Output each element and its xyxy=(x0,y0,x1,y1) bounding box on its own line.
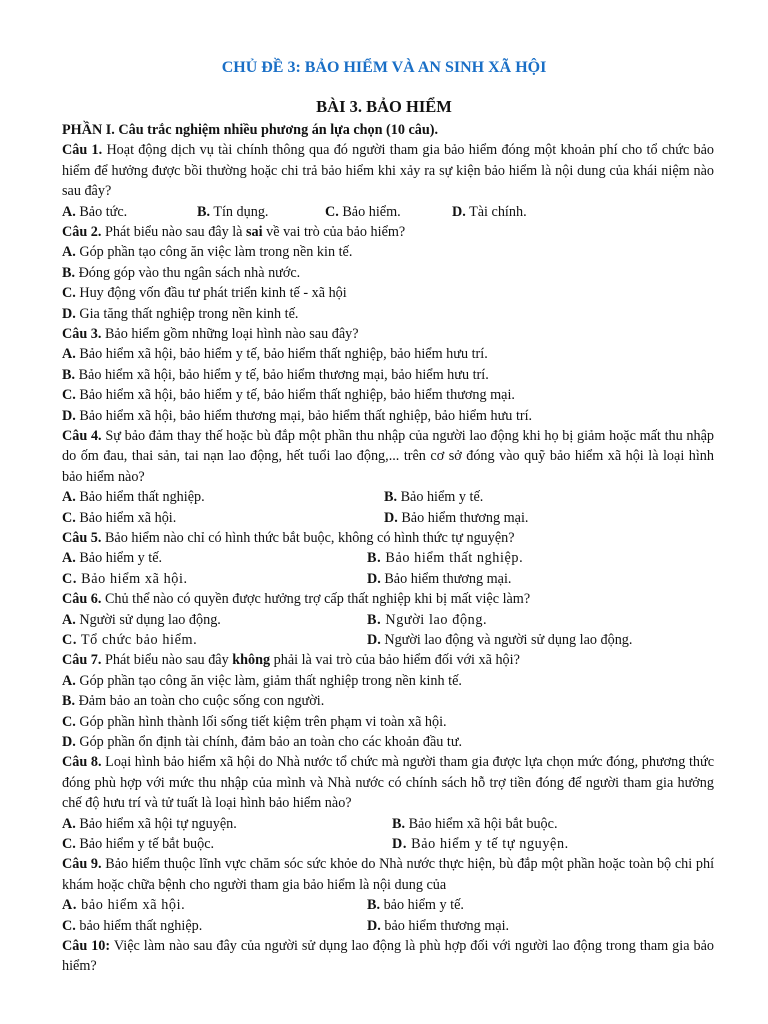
question-10 xyxy=(62,936,714,977)
option-text: Bảo hiểm xã hội. xyxy=(81,570,188,587)
option-letter: A. xyxy=(62,550,76,567)
option-letter: D. xyxy=(367,917,381,934)
question-text: Phát biểu nào sau đây xyxy=(104,652,229,669)
option-letter: D. xyxy=(367,570,381,587)
options-row xyxy=(62,630,714,650)
option-letter: C. xyxy=(62,917,76,934)
options-row xyxy=(62,895,714,915)
option-letter: A. xyxy=(62,489,76,506)
option-letter: B. xyxy=(367,897,381,914)
question-3 xyxy=(62,324,714,344)
question-5 xyxy=(62,528,714,548)
option-text: Bảo hiểm thất nghiệp. xyxy=(79,489,205,506)
option-letter: C. xyxy=(62,509,76,526)
option-text: Tài chính. xyxy=(469,203,527,220)
option-line xyxy=(62,283,714,303)
option-text: Góp phần tạo công ăn việc làm, giảm thất nghiệp trong nền kinh tế. xyxy=(79,672,462,689)
question-6 xyxy=(62,589,714,609)
option-text: Bảo hiểm xã hội tự nguyện. xyxy=(79,815,237,832)
option-letter: C. xyxy=(62,713,76,730)
options-row xyxy=(62,834,714,854)
option-line xyxy=(62,671,714,691)
question-label: Câu 7. xyxy=(62,652,102,669)
option-text: Bảo tức. xyxy=(79,203,128,220)
option-line xyxy=(62,385,714,405)
question-text: Sự bảo đảm thay thế hoặc bù đắp một phần thu nhập của người lao động khi họ bị giảm hoặc mất thu nhập do ốm đau, thai sản, tai nạn lao động, hết tuổi lao động,... trên cơ sở đóng vào quỹ bảo hiểm xã hội là loại hình bảo hiểm nào? xyxy=(62,428,715,485)
option-letter: D. xyxy=(367,632,381,649)
option-text: Bảo hiểm xã hội, bảo hiểm y tế, bảo hiểm thất nghiệp, bảo hiểm hưu trí. xyxy=(79,346,488,363)
question-2 xyxy=(62,222,714,242)
option-text: Bảo hiểm thương mại. xyxy=(384,570,512,587)
option-text: bảo hiểm y tế. xyxy=(383,897,464,914)
part-title: PHẦN I. Câu trắc nghiệm nhiều phương án lựa chọn (10 câu). xyxy=(62,122,439,138)
question-emphasis: không xyxy=(232,652,271,669)
option-letter: C. xyxy=(62,836,76,853)
question-label: Câu 5. xyxy=(62,530,102,547)
option-text: Góp phần ổn định tài chính, đảm bảo an toàn cho các khoản đầu tư. xyxy=(79,734,463,751)
option-line xyxy=(62,712,714,732)
question-4 xyxy=(62,426,714,487)
question-text: Bảo hiểm thuộc lĩnh vực chăm sóc sức khỏe do Nhà nước thực hiện, bù đắp một phần hoặc toàn bộ chi phí khám hoặc chữa bệnh cho người tham gia bảo hiểm là nội dung của xyxy=(62,856,715,893)
option-line xyxy=(62,242,714,262)
option-letter: B. xyxy=(62,693,76,710)
option-text: Góp phần hình thành lối sống tiết kiệm trên phạm vi toàn xã hội. xyxy=(79,713,447,730)
option-letter: A. xyxy=(62,672,76,689)
option-letter: C. xyxy=(325,203,339,220)
option-text: Bảo hiểm y tế. xyxy=(400,489,484,506)
question-text: Bảo hiểm nào chỉ có hình thức bắt buộc, không có hình thức tự nguyện? xyxy=(104,530,515,547)
option-letter: C. xyxy=(62,285,76,302)
question-label: Câu 6. xyxy=(62,591,102,608)
question-7 xyxy=(62,650,714,670)
question-emphasis: sai xyxy=(246,224,263,241)
option-text: Bảo hiểm y tế bắt buộc. xyxy=(79,836,215,853)
option-line xyxy=(62,691,714,711)
option-text: Góp phần tạo công ăn việc làm trong nền kin tế. xyxy=(79,244,353,261)
option-text: Bảo hiểm y tế tự nguyện. xyxy=(411,836,569,853)
option-letter: B. xyxy=(384,489,398,506)
option-text: Gia tăng thất nghiệp trong nền kinh tế. xyxy=(79,305,299,322)
options-row xyxy=(62,508,714,528)
options-row xyxy=(62,610,714,630)
question-label: Câu 3. xyxy=(62,326,102,343)
question-1 xyxy=(62,140,714,201)
option-text: Huy động vốn đầu tư phát triển kinh tế - xã hội xyxy=(79,285,347,302)
option-letter: A. xyxy=(62,897,77,914)
question-label: Câu 8. xyxy=(62,754,102,771)
option-letter: A. xyxy=(62,611,76,628)
question-text: phải là vai trò của bảo hiểm đối với xã hội? xyxy=(273,652,520,669)
question-text: Bảo hiểm gồm những loại hình nào sau đây? xyxy=(104,326,359,343)
option-letter: A. xyxy=(62,244,76,261)
question-9 xyxy=(62,854,714,895)
option-letter: D. xyxy=(392,836,407,853)
question-text: Việc làm nào sau đây của người sử dụng lao động là phù hợp đối với người lao động trong tham gia bảo hiểm? xyxy=(62,938,714,975)
options-row xyxy=(62,916,714,936)
option-line xyxy=(62,406,714,426)
option-text: Người sử dụng lao động. xyxy=(79,611,221,628)
question-8 xyxy=(62,752,714,813)
option-text: Bảo hiểm xã hội, bảo hiểm y tế, bảo hiểm thương mại, bảo hiểm hưu trí. xyxy=(78,366,489,383)
option-text: Bảo hiểm xã hội. xyxy=(79,509,177,526)
option-letter: B. xyxy=(197,203,211,220)
option-text: Bảo hiểm thương mại. xyxy=(401,509,529,526)
topic-title: CHỦ ĐỀ 3: BẢO HIỂM VÀ AN SINH XÃ HỘI xyxy=(221,59,547,76)
question-text: Chủ thể nào có quyền được hưởng trợ cấp thất nghiệp khi bị mất việc làm? xyxy=(104,591,531,608)
option-letter: D. xyxy=(452,203,466,220)
option-line xyxy=(62,732,714,752)
option-text: Bảo hiểm y tế. xyxy=(79,550,163,567)
option-text: bảo hiểm thất nghiệp. xyxy=(79,917,203,934)
option-letter: C. xyxy=(62,632,77,649)
question-text: Phát biểu nào sau đây là xyxy=(104,224,243,241)
question-text: Loại hình bảo hiểm xã hội do Nhà nước tổ chức mà người tham gia được lựa chọn mức đóng, phương thức đóng phù hợp với mức thu nhập của mình và Nhà nước có chính sách hỗ trợ tiền đóng để người tham gia hưởng chế độ hưu trí và tử tuất là loại hình bảo hiểm nào? xyxy=(62,754,714,812)
option-text: bảo hiểm xã hội. xyxy=(81,897,186,914)
option-letter: C. xyxy=(62,570,77,587)
option-line xyxy=(62,263,714,283)
option-letter: C. xyxy=(62,387,76,404)
option-text: Bảo hiểm thất nghiệp. xyxy=(385,550,524,567)
option-text: Tổ chức bảo hiểm. xyxy=(80,632,198,649)
question-text: Hoạt động dịch vụ tài chính thông qua đó người tham gia bảo hiểm đóng một khoản phí cho tổ chức bảo hiểm để hưởng được bồi thường hoặc chi trả bảo hiểm khi xảy ra sự kiện bảo hiểm là nội dung của khái niệm nào sau đây? xyxy=(62,142,715,200)
option-line xyxy=(62,304,714,324)
option-text: bảo hiểm thương mại. xyxy=(384,917,510,934)
option-letter: A. xyxy=(62,346,76,363)
option-letter: A. xyxy=(62,815,76,832)
option-letter: B. xyxy=(367,550,382,567)
option-letter: D. xyxy=(384,509,398,526)
option-text: Tín dụng. xyxy=(213,203,269,220)
option-line xyxy=(62,365,714,385)
option-letter: D. xyxy=(62,407,76,424)
option-letter: B. xyxy=(367,611,382,628)
options-row xyxy=(62,814,714,834)
option-letter: A. xyxy=(62,203,76,220)
options-row xyxy=(62,569,714,589)
question-label: Câu 9. xyxy=(62,856,102,873)
option-text: Bảo hiểm xã hội bắt buộc. xyxy=(408,815,558,832)
option-text: Đảm bảo an toàn cho cuộc sống con người. xyxy=(78,693,325,710)
option-text: Bảo hiểm xã hội, bảo hiểm thương mại, bảo hiểm thất nghiệp, bảo hiểm hưu trí. xyxy=(79,407,533,424)
option-letter: B. xyxy=(392,815,406,832)
question-label: Câu 4. xyxy=(62,428,102,445)
question-text: về vai trò của bảo hiểm? xyxy=(266,224,406,241)
question-label: Câu 1. xyxy=(62,142,103,159)
question-label: Câu 2. xyxy=(62,224,102,241)
option-text: Đóng góp vào thu ngân sách nhà nước. xyxy=(78,264,301,281)
option-letter: D. xyxy=(62,734,76,751)
option-letter: D. xyxy=(62,305,76,322)
options-row xyxy=(62,487,714,507)
options-row xyxy=(62,548,714,568)
options-row xyxy=(62,202,714,222)
lesson-title: BÀI 3. BẢO HIỂM xyxy=(316,97,452,116)
option-line xyxy=(62,344,714,364)
option-text: Bảo hiểm. xyxy=(342,203,401,220)
question-label: Câu 10: xyxy=(62,938,111,955)
option-text: Người lao động. xyxy=(385,611,488,628)
document-body xyxy=(62,120,714,977)
option-letter: B. xyxy=(62,264,76,281)
option-text: Người lao động và người sử dụng lao động. xyxy=(384,632,633,649)
option-letter: B. xyxy=(62,366,76,383)
option-text: Bảo hiểm xã hội, bảo hiểm y tế, bảo hiểm thất nghiệp, bảo hiểm thương mại. xyxy=(79,387,515,404)
